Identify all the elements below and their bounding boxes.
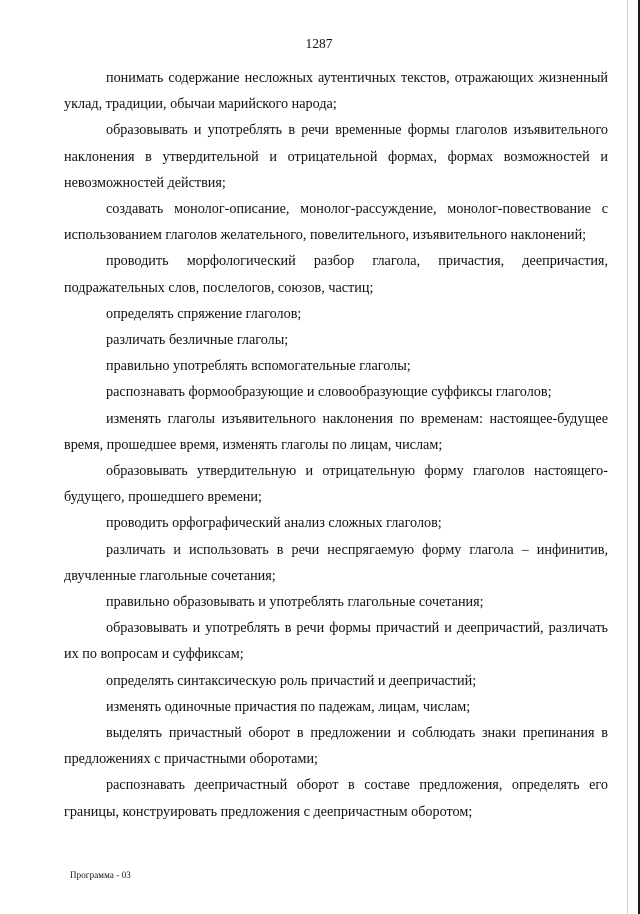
- paragraph-15: определять синтаксическую роль причастий и деепричастий;: [106, 672, 477, 689]
- page-number: 1287: [305, 36, 333, 51]
- document-body: [64, 65, 608, 825]
- paragraph-2: образовывать и употреблять в речи временные формы глаголов изъявительного наклонения в утвердительной и отрицательной формах, формах возможностей и невозможностей действия;: [64, 122, 608, 191]
- paragraph-6: различать безличные глаголы;: [106, 332, 289, 349]
- paragraph-1: понимать содержание несложных аутентичных текстов, отражающих жизненный уклад, традиции, обычаи марийского народа;: [64, 70, 608, 113]
- paragraph-18: распознавать деепричастный оборот в составе предложения, определять его границы, конструировать предложения с деепричастным оборотом;: [64, 777, 608, 820]
- paragraph-16: изменять одиночные причастия по падежам, лицам, числам;: [106, 698, 471, 715]
- paragraph-4: проводить морфологический разбор глагола, причастия, деепричастия, подражательных слов, послелогов, союзов, частиц;: [64, 253, 608, 296]
- paragraph-10: образовывать утвердительную и отрицательную форму глаголов настоящего-будущего, прошедшего времени;: [64, 463, 608, 506]
- paragraph-11: проводить орфографический анализ сложных глаголов;: [106, 515, 442, 532]
- paragraph-14: образовывать и употреблять в речи формы причастий и деепричастий, различать их по вопросам и суффиксам;: [64, 620, 608, 663]
- paragraph-13: правильно образовывать и употреблять глагольные сочетания;: [106, 594, 484, 611]
- paragraph-17: выделять причастный оборот в предложении и соблюдать знаки препинания в предложениях с причастными оборотами;: [64, 725, 608, 768]
- paragraph-8: распознавать формообразующие и словообразующие суффиксы глаголов;: [106, 384, 552, 401]
- paragraph-7: правильно употреблять вспомогательные глаголы;: [106, 358, 411, 375]
- footer-program-label: Программа - 03: [70, 870, 131, 880]
- paragraph-12: различать и использовать в речи неспрягаемую форму глагола – инфинитив, двучленные глагольные сочетания;: [64, 541, 608, 584]
- paragraph-3: создавать монолог-описание, монолог-рассуждение, монолог-повествование с использованием глаголов желательного, повелительного, изъявительного наклонений;: [64, 201, 608, 244]
- paragraph-9: изменять глаголы изъявительного наклонения по временам: настоящее-будущее время, прошедшее время, изменять глаголы по лицам, числам;: [64, 410, 608, 453]
- paragraph-5: определять спряжение глаголов;: [106, 305, 302, 322]
